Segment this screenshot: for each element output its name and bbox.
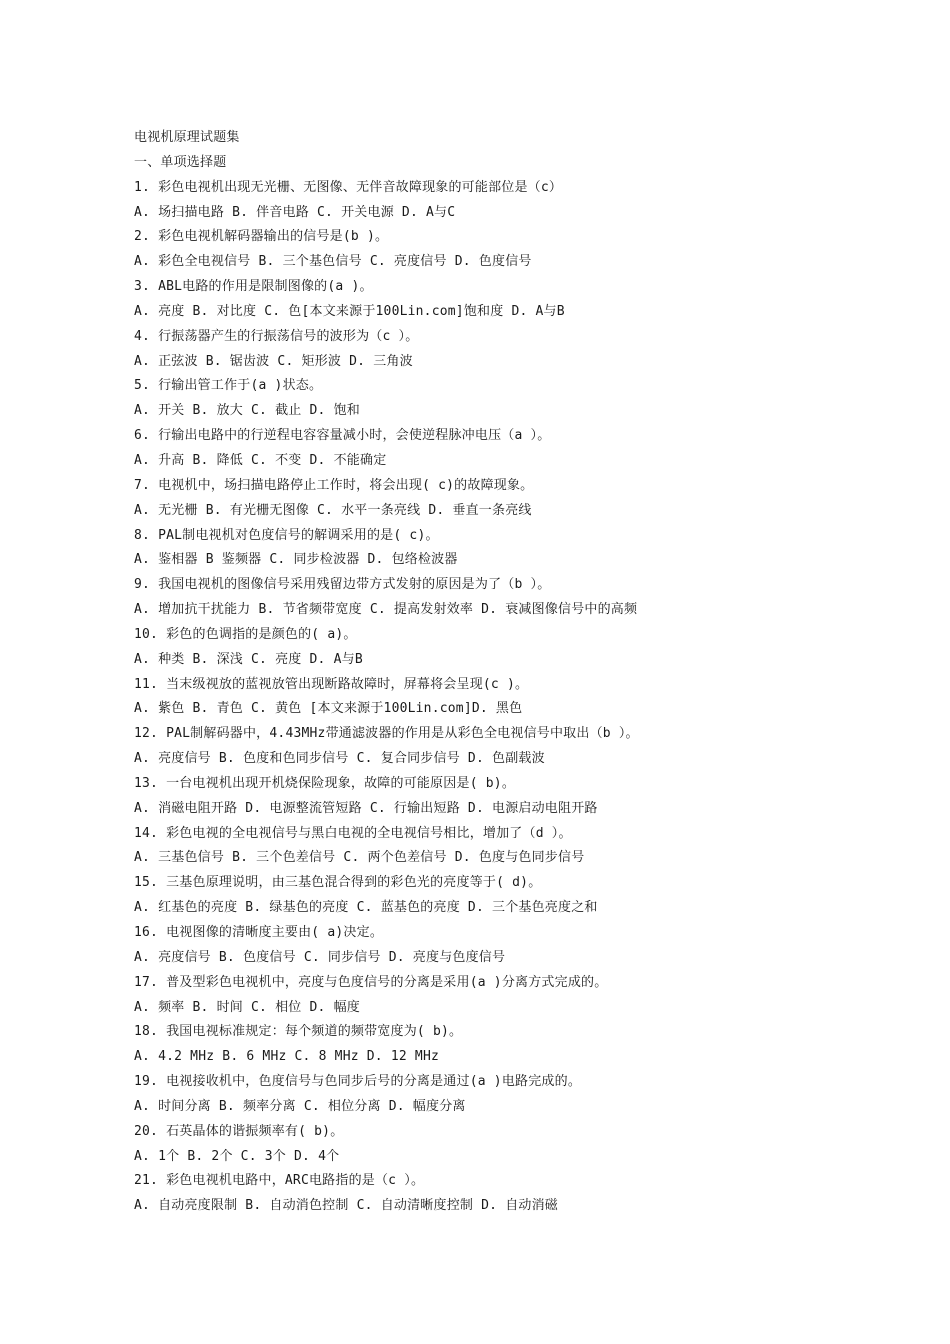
- question-text: 7. 电视机中，场扫描电路停止工作时，将会出现( c)的故障现象。: [134, 477, 534, 493]
- answer-options: A. 开关 B. 放大 C. 截止 D. 饱和: [134, 403, 360, 419]
- question-text: 17. 普及型彩色电视机中，亮度与色度信号的分离是采用(a )分离方式完成的。: [134, 974, 608, 990]
- section-heading: 一、单项选择题: [134, 154, 227, 170]
- answer-options: A. 升高 B. 降低 C. 不变 D. 不能确定: [134, 452, 387, 468]
- answer-options: A. 无光栅 B. 有光栅无图像 C. 水平一条亮线 D. 垂直一条亮线: [134, 502, 532, 518]
- answer-options: A. 红基色的亮度 B. 绿基色的亮度 C. 蓝基色的亮度 D. 三个基色亮度之和: [134, 900, 598, 916]
- question-text: 8. PAL制电视机对色度信号的解调采用的是( c)。: [134, 527, 439, 543]
- question-text: 11. 当末级视放的蓝视放管出现断路故障时，屏幕将会呈现(c )。: [134, 676, 529, 692]
- answer-options: A. 频率 B. 时间 C. 相位 D. 幅度: [134, 999, 360, 1015]
- question-text: 9. 我国电视机的图像信号采用残留边带方式发射的原因是为了（b ）。: [134, 577, 551, 593]
- answer-options: A. 消磁电阻开路 D. 电源整流管短路 C. 行输出短路 D. 电源启动电阻开路: [134, 800, 598, 816]
- question-text: 6. 行输出电路中的行逆程电容容量减小时，会使逆程脉冲电压（a ）。: [134, 428, 551, 444]
- answer-options: A. 正弦波 B. 锯齿波 C. 矩形波 D. 三角波: [134, 353, 413, 369]
- question-text: 19. 电视接收机中，色度信号与色同步后号的分离是通过(a )电路完成的。: [134, 1074, 582, 1090]
- answer-options: A. 亮度 B. 对比度 C. 色[本文来源于100Lin.com]饱和度 D. A与B: [134, 303, 565, 319]
- answer-options: A. 1个 B. 2个 C. 3个 D. 4个: [134, 1148, 340, 1164]
- question-text: 10. 彩色的色调指的是颜色的( a)。: [134, 626, 357, 642]
- question-list: [134, 176, 834, 1219]
- question-text: 5. 行输出管工作于(a )状态。: [134, 378, 323, 394]
- question-text: 20. 石英晶体的谐振频率有( b)。: [134, 1123, 344, 1139]
- question-text: 18. 我国电视标准规定：每个频道的频带宽度为( b)。: [134, 1024, 463, 1040]
- answer-options: A. 时间分离 B. 频率分离 C. 相位分离 D. 幅度分离: [134, 1098, 466, 1114]
- answer-options: A. 自动亮度限制 B. 自动消色控制 C. 自动清晰度控制 D. 自动消磁: [134, 1198, 559, 1214]
- answer-options: A. 场扫描电路 B. 伴音电路 C. 开关电源 D. A与C: [134, 204, 456, 220]
- answer-options: A. 鉴相器 B 鉴频器 C. 同步检波器 D. 包络检波器: [134, 552, 458, 568]
- question-text: 1. 彩色电视机出现无光栅、无图像、无伴音故障现象的可能部位是（c）: [134, 179, 563, 195]
- document-body: [134, 126, 834, 1219]
- document-title: 电视机原理试题集: [134, 130, 240, 145]
- question-text: 4. 行振荡器产生的行振荡信号的波形为（c ）。: [134, 328, 419, 344]
- answer-options: A. 4.2 MHz B. 6 MHz C. 8 MHz D. 12 MHz: [134, 1049, 440, 1065]
- question-text: 14. 彩色电视的全电视信号与黑白电视的全电视信号相比，增加了（d ）。: [134, 825, 572, 841]
- question-text: 16. 电视图像的清晰度主要由( a)决定。: [134, 925, 384, 940]
- question-text: 12. PAL制解码器中，4.43MHz带通滤波器的作用是从彩色全电视信号中取出（b ）。: [134, 726, 639, 742]
- question-text: 21. 彩色电视机电路中，ARC电路指的是（c ）。: [134, 1173, 425, 1189]
- answer-options: A. 紫色 B. 青色 C. 黄色 [本文来源于100Lin.com]D. 黑色: [134, 701, 523, 717]
- answer-options: A. 亮度信号 B. 色度信号 C. 同步信号 D. 亮度与色度信号: [134, 949, 506, 965]
- answer-options: A. 彩色全电视信号 B. 三个基色信号 C. 亮度信号 D. 色度信号: [134, 254, 532, 270]
- question-text: 13. 一台电视机出现开机烧保险现象，故障的可能原因是( b)。: [134, 775, 516, 791]
- question-text: 3. ABL电路的作用是限制图像的(a )。: [134, 279, 373, 295]
- question-text: 15. 三基色原理说明，由三基色混合得到的彩色光的亮度等于( d)。: [134, 875, 542, 891]
- answer-options: A. 种类 B. 深浅 C. 亮度 D. A与B: [134, 651, 363, 667]
- question-text: 2. 彩色电视机解码器输出的信号是(b )。: [134, 229, 389, 245]
- answer-options: A. 增加抗干扰能力 B. 节省频带宽度 C. 提高发射效率 D. 衰减图像信号中的高频: [134, 602, 638, 618]
- answer-options: A. 三基色信号 B. 三个色差信号 C. 两个色差信号 D. 色度与色同步信号: [134, 850, 585, 866]
- answer-options: A. 亮度信号 B. 色度和色同步信号 C. 复合同步信号 D. 色副载波: [134, 751, 545, 767]
